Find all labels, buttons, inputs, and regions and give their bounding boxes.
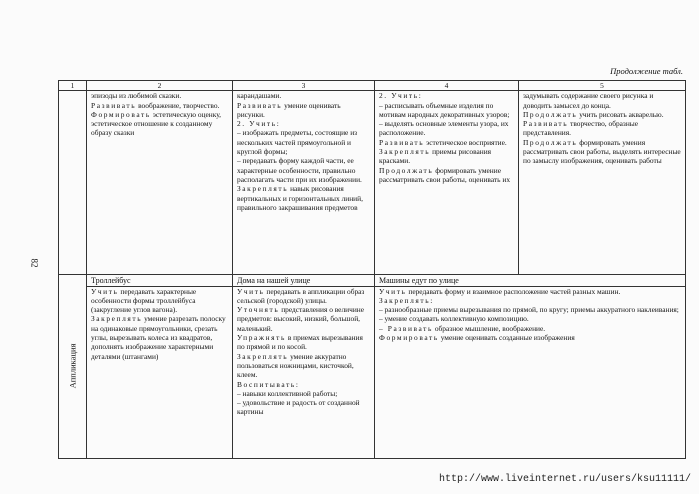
emphasis-word: Закреплять xyxy=(237,184,289,194)
text-line xyxy=(91,287,228,315)
emphasis-word: Развивать xyxy=(237,100,283,110)
text-line: – изображать предметы, состоящие из нескольких частей прямоугольной и круглой формы; xyxy=(237,128,358,157)
side-label: Аппликация xyxy=(66,344,77,389)
text-fragment: умение аккуратно пользоваться ножницами, кисточкой, клеем. xyxy=(237,351,354,380)
cell-r2-c2 xyxy=(87,286,233,458)
emphasis-word: Продолжать xyxy=(379,165,434,175)
col-header-1: 1 xyxy=(59,81,87,91)
text-line xyxy=(379,166,514,185)
text-line xyxy=(91,110,228,138)
text-line xyxy=(237,305,370,333)
text-fragment: приемы рисования красками. xyxy=(379,147,492,166)
text-line xyxy=(237,184,370,212)
text-line: карандашами. xyxy=(237,91,282,101)
text-line: Закреплять: xyxy=(379,295,434,305)
text-line: эпизоды из любимой сказки. xyxy=(91,91,182,101)
text-fragment: эстетическую оценку, эстетическое отношение к созданному образу сказки xyxy=(91,109,222,138)
topic-title-cars: Машины едут по улице xyxy=(375,275,686,286)
text-line: – передавать форму каждой части, ее характерные особенности, правильно располагать части при их изображении. xyxy=(237,156,362,184)
cell-r2-c3 xyxy=(233,286,375,458)
text-line: Воспитывать: xyxy=(237,379,300,389)
emphasis-word: Закреплять xyxy=(91,314,143,324)
text-line xyxy=(91,314,228,360)
text-line xyxy=(237,333,370,352)
text-line xyxy=(237,101,370,120)
text-fragment: умение оценивать созданные изображения xyxy=(440,333,575,343)
emphasis-word: Учить xyxy=(379,286,407,296)
text-fragment: воображение, творчество. xyxy=(138,100,220,110)
text-fragment: эстетическое восприятие. xyxy=(426,137,507,147)
emphasis-word: Продолжать xyxy=(523,137,578,147)
text-line: – выделять основные элементы узора, их расположение. xyxy=(379,119,509,138)
col-header-5: 5 xyxy=(519,81,686,91)
topic-title-trolleybus: Троллейбус xyxy=(87,275,233,286)
text-fragment: творчество, образные представления. xyxy=(523,119,639,138)
text-line: задумывать содержание своего рисунка и доводить замысел до конца. xyxy=(523,91,654,110)
text-line: – разнообразные приемы вырезывания по прямой, по кругу; приемы аккуратного наклеивания; xyxy=(379,305,679,315)
text-line xyxy=(91,101,228,110)
emphasis-word: Закреплять xyxy=(379,147,431,157)
text-line xyxy=(379,138,514,147)
emphasis-word: Развивать xyxy=(379,137,425,147)
text-line xyxy=(523,119,681,138)
text-line xyxy=(523,138,681,166)
text-fragment: в приемах вырезывания по прямой и по косой. xyxy=(237,333,363,352)
text-line: – навыки коллективной работы; xyxy=(237,388,338,398)
cell-r1-c4 xyxy=(375,91,519,275)
emphasis-word: Упражнять xyxy=(237,333,286,343)
col-header-2: 2 xyxy=(87,81,233,91)
text-fragment: образное мышление, воображение. xyxy=(434,323,546,333)
cell-r1-c5 xyxy=(519,91,686,275)
col-header-4: 4 xyxy=(375,81,519,91)
side-cell-empty xyxy=(59,91,87,275)
page-number: 82 xyxy=(29,258,40,268)
text-line: – умение создавать коллективную композицию. xyxy=(379,314,529,324)
text-line xyxy=(379,287,681,296)
emphasis-word: Формировать xyxy=(91,109,151,119)
emphasis-word: Развивать xyxy=(91,100,137,110)
cell-r1-c3 xyxy=(233,91,375,275)
text-fragment: учить рисовать акварелью. xyxy=(579,109,664,119)
emphasis-word: Продолжать xyxy=(523,109,578,119)
table-row-drawing xyxy=(59,91,686,275)
column-header-row xyxy=(59,81,686,91)
text-line xyxy=(379,324,681,333)
text-line xyxy=(379,147,514,166)
table-caption: Продолжение табл. xyxy=(610,66,683,76)
cell-r2-c45 xyxy=(375,286,686,458)
side-cell-applique xyxy=(59,275,87,458)
emphasis-word: Развивать xyxy=(523,119,569,129)
text-line: 2. Учить: xyxy=(237,119,281,129)
text-fragment: формировать умение рассматривать свои работы, оценивать их xyxy=(379,165,511,184)
text-line xyxy=(237,287,370,306)
text-fragment: представления о величине предметов: высокий, низкий, большой, маленький. xyxy=(237,305,365,333)
text-fragment: передавать форму и взаимное расположение частей разных машин. xyxy=(408,286,621,296)
topic-title-houses: Дома на нашей улице xyxy=(233,275,375,286)
text-fragment: умение разрезать полоску на одинаковые прямоугольники, срезать углы, вырезывать колеса из квадратов, дополнять изображение характерными деталями (штангами) xyxy=(91,314,226,361)
text-line xyxy=(379,333,681,342)
text-line: – расписывать объемные изделия по мотивам народных декоративных узоров; xyxy=(379,100,510,119)
text-line: 2. Учить: xyxy=(379,91,423,101)
watermark-url: http://www.liveinternet.ru/users/ksu11111/ xyxy=(438,474,691,485)
table-row-titles xyxy=(59,275,686,286)
content-table xyxy=(58,80,686,459)
text-fragment: передавать в аппликации образ сельской (городской) улицы. xyxy=(237,286,365,305)
emphasis-word: Уточнять xyxy=(237,305,280,315)
text-line xyxy=(237,352,370,380)
text-fragment: формировать умения рассматривать свои работы, выделять интересные по замыслу изображения, оценивать работы xyxy=(523,137,681,166)
text-fragment: навык рисования вертикальных и горизонтальных линий, правильного закрашивания предметов xyxy=(237,184,363,212)
emphasis-word: Закреплять xyxy=(237,351,289,361)
col-header-3: 3 xyxy=(233,81,375,91)
table-row-applique xyxy=(59,286,686,458)
cell-r1-c2 xyxy=(87,91,233,275)
emphasis-word: – Развивать xyxy=(379,323,433,333)
text-fragment: передавать характерные особенности формы троллейбуса (закругление углов вагона). xyxy=(91,286,197,315)
text-line: – удовольствие и радость от созданной картины xyxy=(237,398,360,417)
emphasis-word: Формировать xyxy=(379,333,439,343)
emphasis-word: Учить xyxy=(237,286,265,296)
text-fragment: умение оценивать рисунки. xyxy=(237,100,341,119)
emphasis-word: Учить xyxy=(91,286,119,296)
text-line xyxy=(523,110,681,119)
